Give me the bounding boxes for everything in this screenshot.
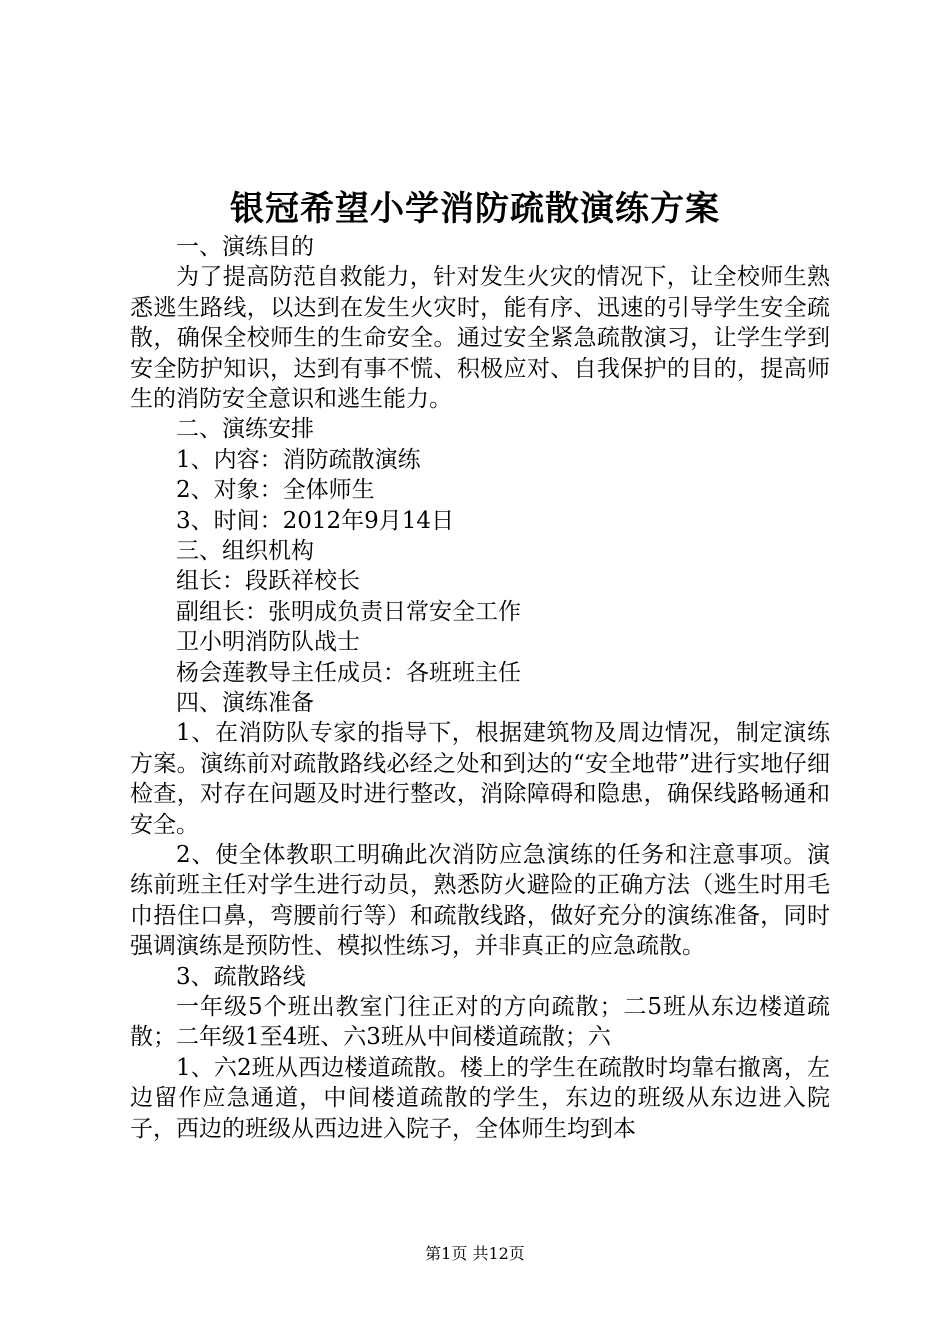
document-title: 银冠希望小学消防疏散演练方案 <box>230 189 720 229</box>
arrangement-time: 3、时间：2012年9月14日 <box>176 507 455 534</box>
section-heading-4: 四、演练准备 <box>176 689 314 716</box>
org-leader: 组长：段跃祥校长 <box>176 568 360 595</box>
arrangement-target: 2、对象：全体师生 <box>176 477 375 504</box>
page-footer: 第1页 共12页 <box>425 1244 525 1263</box>
section-heading-2: 二、演练安排 <box>176 416 314 443</box>
section-1-paragraph: 为了提高防范自救能力，针对发生火灾的情况下，让全校师生熟悉逃生路线，以达到在发生火灾时，能有序、迅速的引导学生安全疏散，确保全校师生的生命安全。通过安全紧急疏散演习，让学生学到安全防护知识，达到有事不慌、积极应对、自我保护的目的，提高师生的消防安全意识和逃生能力。 <box>130 264 830 413</box>
evacuation-route-heading: 3、疏散路线 <box>176 963 306 990</box>
section-heading-1: 一、演练目的 <box>176 234 314 260</box>
evacuation-route-paragraph-2: 1、六2班从西边楼道疏散。楼上的学生在疏散时均靠右撤离，左边留作应急通道，中间楼道疏散的学生，东边的班级从东边进入院子，西边的班级从西边进入院子，全体师生均到本 <box>130 1054 830 1142</box>
org-member-firefighter: 卫小明消防队战士 <box>176 629 360 656</box>
document-body <box>130 232 830 1144</box>
org-deputy-leader: 副组长：张明成负责日常安全工作 <box>176 598 521 625</box>
preparation-paragraph-1: 1、在消防队专家的指导下，根据建筑物及周边情况，制定演练方案。演练前对疏散路线必经之处和到达的“安全地带”进行实地仔细检查，对存在问题及时进行整改，消除障碍和隐患，确保线路畅通和安全。 <box>130 720 830 838</box>
preparation-paragraph-2: 2、使全体教职工明确此次消防应急演练的任务和注意事项。演练前班主任对学生进行动员，熟悉防火避险的正确方法（逃生时用毛巾捂住口鼻，弯腰前行等）和疏散线路，做好充分的演练准备，同时强调演练是预防性、模拟性练习，并非真正的应急疏散。 <box>130 841 830 960</box>
evacuation-route-paragraph-1: 一年级5个班出教室门往正对的方向疏散；二5班从东边楼道疏散；二年级1至4班、六3班从中间楼道疏散；六 <box>130 993 830 1051</box>
arrangement-content: 1、内容：消防疏散演练 <box>176 446 421 473</box>
org-member-teacher: 杨会莲教导主任成员：各班班主任 <box>176 659 521 686</box>
section-heading-3: 三、组织机构 <box>176 537 314 564</box>
